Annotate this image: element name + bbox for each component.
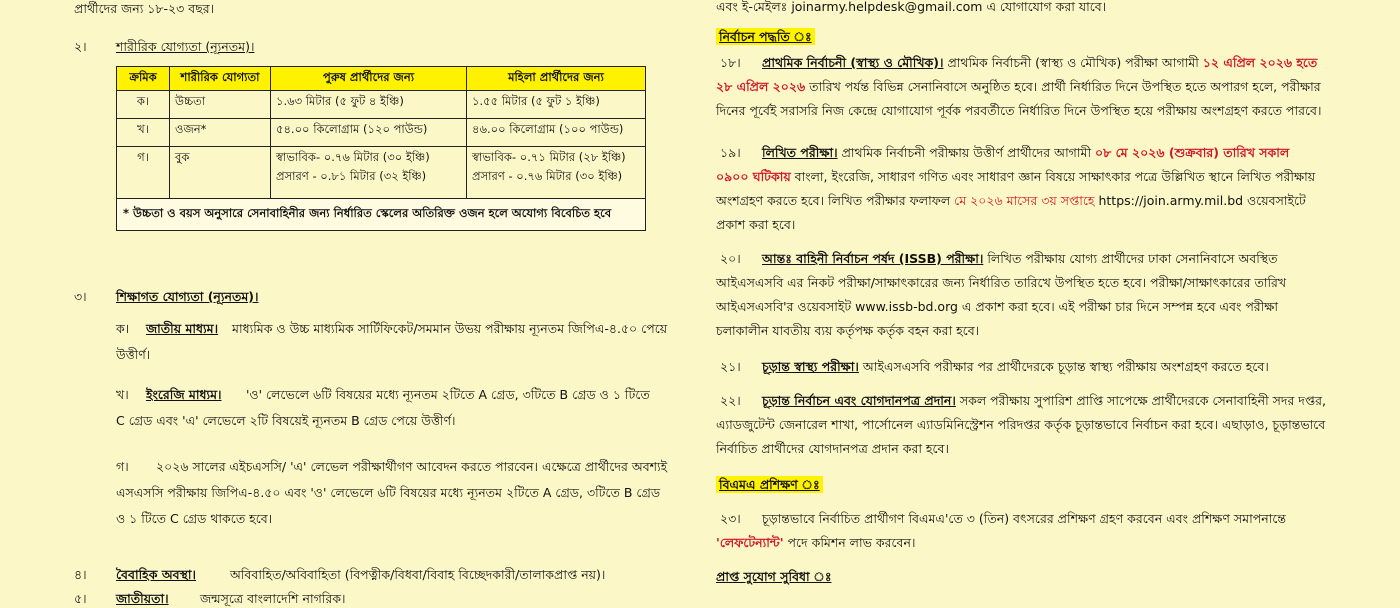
- table-header-item: শারীরিক যোগ্যতা: [170, 67, 271, 91]
- section-3b-text-1: 'ও' লেভেলে ৬টি বিষয়ের মধ্যে ন্যূনতম ২টিতে A গ্রেড, ৩টিতে B গ্রেড ও ১ টিতে: [246, 387, 650, 402]
- table-row: [117, 147, 646, 199]
- para-19-title: লিখিত পরীক্ষা।: [762, 145, 838, 160]
- para-22-line-1: [762, 392, 1326, 410]
- para-22-line-3: নির্বাচিত প্রার্থীদের যোগদানপত্র প্রদান করা হবে।: [716, 441, 949, 456]
- age-line: প্রার্থীদের জন্য ১৮-২৩ বছর।: [74, 1, 215, 16]
- section-3b-title: ইংরেজি মাধ্যম।: [146, 387, 222, 402]
- section-3a-label: ক।: [116, 321, 130, 336]
- physical-requirements-table: [116, 66, 646, 231]
- para-18-date-end: ২৮ এপ্রিল ২০২৬: [716, 79, 806, 94]
- helpdesk-email: joinarmy.helpdesk@gmail.com: [791, 0, 983, 14]
- table-row: [117, 119, 646, 147]
- para-19-text-c: অংশগ্রহণ করতে হবে। লিখিত পরীক্ষার ফলাফল: [716, 193, 955, 208]
- para-21-number: ২১।: [720, 359, 741, 374]
- table-row: [117, 91, 646, 119]
- table-note-row: [117, 199, 646, 231]
- email-line-suffix: এ যোগাযোগ করা যাবে।: [982, 0, 1107, 14]
- table-header-serial: ক্রমিক: [117, 67, 170, 91]
- table-note: * উচ্চতা ও বয়স অনুসারে সেনাবাহিনীর জন্য নির্ধারিত স্কেলের অতিরিক্ত ওজন হলে অযোগ্য বিবেচিত হবে: [117, 199, 646, 231]
- email-line: [716, 0, 1106, 16]
- para-19-number: ১৯।: [720, 145, 741, 160]
- para-22-text-a: সকল পরীক্ষায় সুপারিশ প্রাপ্তি সাপেক্ষে প্রার্থীদেরকে সেনাবাহিনী সদর দপ্তর,: [959, 393, 1326, 408]
- para-20-line-1: [762, 250, 1278, 268]
- selection-heading-text: নির্বাচন পদ্ধতি ঃ: [716, 28, 815, 45]
- para-22-number: ২২।: [720, 393, 741, 408]
- para-23-number: ২৩।: [720, 511, 741, 526]
- section-3c-label: গ।: [116, 459, 129, 474]
- female-chest-expanded: প্রসারণ - ০.৭৬ মিটার (৩০ ইঞ্চি): [472, 169, 623, 183]
- section-5-title: জাতীয়তা।: [116, 591, 169, 606]
- para-19-time: ০৯০০ ঘটিকায়: [716, 169, 791, 184]
- para-18-text-a: প্রাথমিক নির্বাচনী (স্বাস্থ্য ও মৌখিক) পরীক্ষা আগামী: [947, 55, 1203, 70]
- para-21-text: আইএসএসবি পরীক্ষার পর প্রার্থীদেরকে চূড়ান্ত স্বাস্থ্য পরীক্ষায় অংশগ্রহণ করতে হবে।: [862, 359, 1269, 374]
- para-22-line-2: এ্যাডজুটেন্ট জেনারেল শাখা, পার্সোনেল এ্যাডমিনিস্ট্রেশন পরিদপ্তর কর্তৃক চূড়ান্তভাবে নির্বাচন করা হবে। এছাড়াও, চূড়ান্তভাবে: [716, 417, 1326, 432]
- row-male: [271, 147, 467, 199]
- section-3b-text-2: C গ্রেড এবং 'এ' লেভেলে ২টি বিষয়েই ন্যূনতম B গ্রেড পেয়ে উত্তীর্ণ।: [116, 413, 456, 428]
- para-18-title: প্রাথমিক নির্বাচনী (স্বাস্থ্য ও মৌখিক)।: [762, 55, 944, 70]
- para-20-line-3: আইএসএসবি'র ওয়েবসাইট www.issb-bd.org এ প্রকাশ করা হবে। এই পরীক্ষা চার দিনে সম্পন্ন হবে এবং পরীক্ষা: [716, 299, 1279, 314]
- para-19-text-a: প্রাথমিক নির্বাচনী পরীক্ষায় উত্তীর্ণ প্রার্থীদের আগামী: [841, 145, 1095, 160]
- section-3a-title: জাতীয় মাধ্যম।: [146, 321, 219, 336]
- bma-heading-text: বিএমএ প্রশিক্ষণ ঃ: [716, 476, 823, 493]
- para-23-text-b: পদে কমিশন লাভ করবেন।: [783, 535, 916, 550]
- section-3-number: ৩।: [74, 289, 87, 304]
- para-18-line-2: [716, 78, 1321, 96]
- para-21-line-1: [762, 358, 1269, 376]
- section-4-text: অবিবাহিত/অবিবাহিতা (বিপত্নীক/বিধবা/বিবাহ বিচ্ছেদকারী/তালাকপ্রাপ্ত নয়)।: [230, 567, 606, 582]
- section-2-number: ২।: [74, 39, 87, 54]
- row-serial: গ।: [117, 147, 170, 199]
- table-header-row: [117, 67, 646, 91]
- row-serial: ক।: [117, 91, 170, 119]
- table-header-female: মহিলা প্রার্থীদের জন্য: [467, 67, 646, 91]
- para-20-number: ২০।: [720, 251, 741, 266]
- row-male: ১.৬৩ মিটার (৫ ফুট ৪ ইঞ্চি): [271, 91, 467, 119]
- row-female: [467, 147, 646, 199]
- row-female: ৪৬.০০ কিলোগ্রাম (১০০ পাউন্ড): [467, 119, 646, 147]
- female-chest-normal: স্বাভাবিক- ০.৭১ মিটার (২৮ ইঞ্চি): [472, 150, 626, 164]
- row-female: ১.৫৫ মিটার (৫ ফুট ১ ইঞ্চি): [467, 91, 646, 119]
- row-item: উচ্চতা: [170, 91, 271, 119]
- para-21-title: চূড়ান্ত স্বাস্থ্য পরীক্ষা।: [762, 359, 859, 374]
- male-chest-normal: স্বাভাবিক- ০.৭৬ মিটার (৩০ ইঞ্চি): [276, 150, 430, 164]
- section-3a-text-1: মাধ্যমিক ও উচ্চ মাধ্যমিক সার্টিফিকেট/সমমান উভয় পরীক্ষায় ন্যূনতম জিপিএ-৪.৫০ পেয়ে: [232, 321, 668, 336]
- benefits-heading: প্রাপ্ত সুযোগ সুবিধা ঃ: [716, 569, 832, 584]
- section-3c-text-3: ও ১ টিতে C গ্রেড থাকতে হবে।: [116, 511, 273, 526]
- male-chest-expanded: প্রসারণ - ০.৮১ মিটার (৩২ ইঞ্চি): [276, 169, 427, 183]
- para-19-date: ০৮ মে ২০২৬ (শুক্রবার) তারিখ সকাল: [1095, 145, 1290, 160]
- section-5-number: ৫।: [74, 591, 87, 606]
- section-4-title: বৈবাহিক অবস্থা।: [116, 567, 196, 582]
- section-3b-label: খ।: [116, 387, 129, 402]
- para-19-result-week: মে ২০২৬ মাসের ৩য় সপ্তাহে: [954, 193, 1095, 208]
- para-23-rank: 'লেফটেন্যান্ট': [716, 535, 784, 550]
- para-19-line-2: [716, 168, 1315, 186]
- row-item: ওজন*: [170, 119, 271, 147]
- section-5-text: জন্মসূত্রে বাংলাদেশি নাগরিক।: [200, 591, 346, 606]
- section-4-number: ৪।: [74, 567, 87, 582]
- para-18-text-b: তারিখ পর্যন্ত বিভিন্ন সেনানিবাসে অনুষ্ঠিত হবে। প্রার্থী নির্ধারিত দিনে উপস্থিত হতে অপারগ হলে, পরীক্ষার: [805, 79, 1321, 94]
- para-19-line-4: প্রকাশ করা হবে।: [716, 217, 796, 232]
- para-18-line-3: দিনের পূর্বেই সরাসরি নিজ কেন্দ্রে যোগাযোগ পূর্বক পরবর্তীতে নির্ধারিত দিনে উপস্থিত হয়ে পরীক্ষায় অংশগ্রহণ করতে পারবে।: [716, 103, 1322, 118]
- para-18-date-start: ১২ এপ্রিল ২০২৬ হতে: [1202, 55, 1318, 70]
- section-3c-text-2: এসএসসি পরীক্ষায় জিপিএ-৪.৫০ এবং 'ও' লেভেলে ৬টি বিষয়ের মধ্যে ন্যূনতম ২টিতে A গ্রেড, ৩টিতে B গ্রেড: [116, 485, 661, 500]
- row-serial: খ।: [117, 119, 170, 147]
- para-23-line-1: চূড়ান্তভাবে নির্বাচিত প্রার্থীগণ বিএমএ'তে ৩ (তিন) বৎসরের প্রশিক্ষণ গ্রহণ করবেন এবং প্রশিক্ষণ সমাপনান্তে: [762, 511, 1286, 526]
- para-20-title: আন্তঃ বাহিনী নির্বাচন পর্ষদ (ISSB) পরীক্ষা।: [762, 251, 984, 266]
- bma-heading: [716, 476, 823, 494]
- email-line-prefix: এবং ই-মেইলঃ: [716, 0, 792, 14]
- table-header-male: পুরুষ প্রার্থীদের জন্য: [271, 67, 467, 91]
- selection-heading: [716, 28, 815, 46]
- section-3-title: শিক্ষাগত যোগ্যতা (ন্যূনতম)।: [116, 289, 259, 304]
- para-20-text-a: লিখিত পরীক্ষায় যোগ্য প্রার্থীদের ঢাকা সেনানিবাসে অবস্থিত: [987, 251, 1278, 266]
- section-3c-text-1: ২০২৬ সালের এইচএসসি/ 'এ' লেভেল পরীক্ষার্থীগণ আবেদন করতে পারবেন। এক্ষেত্রে প্রার্থীদের অবশ্যই: [156, 459, 668, 474]
- row-item: বুক: [170, 147, 271, 199]
- para-22-title: চূড়ান্ত নির্বাচন এবং যোগদানপত্র প্রদান।: [762, 393, 956, 408]
- section-2-title: শারীরিক যোগ্যতা (ন্যূনতম)।: [116, 39, 255, 54]
- para-19-line-3: [716, 192, 1306, 210]
- para-19-text-b: বাংলা, ইংরেজি, সাধারণ গণিত এবং সাধারণ জ্ঞান বিষয়ে সাক্ষাৎকার পত্রে উল্লিখিত স্থানে লিখিত পরীক্ষায়: [790, 169, 1316, 184]
- para-23-line-2: [716, 534, 915, 552]
- para-20-line-4: চলাকালীন যাবতীয় ব্যয় কর্তৃপক্ষ কর্তৃক বহন করা হবে।: [716, 323, 980, 338]
- section-3a-text-2: উত্তীর্ণ।: [116, 347, 151, 362]
- para-18-line-1: [762, 54, 1317, 72]
- para-20-line-2: আইএসএসবি এর নিকট পরীক্ষা/সাক্ষাৎকারের জন্য নির্ধারিত তারিখে উপস্থিত হতে হবে। পরীক্ষা/সাক্ষাৎকারের তারিখ: [716, 275, 1287, 290]
- row-male: ৫৪.০০ কিলোগ্রাম (১২০ পাউন্ড): [271, 119, 467, 147]
- para-19-line-1: [762, 144, 1289, 162]
- para-19-website: https://join.army.mil.bd ওয়েবসাইটে: [1094, 193, 1306, 208]
- para-18-number: ১৮।: [720, 55, 741, 70]
